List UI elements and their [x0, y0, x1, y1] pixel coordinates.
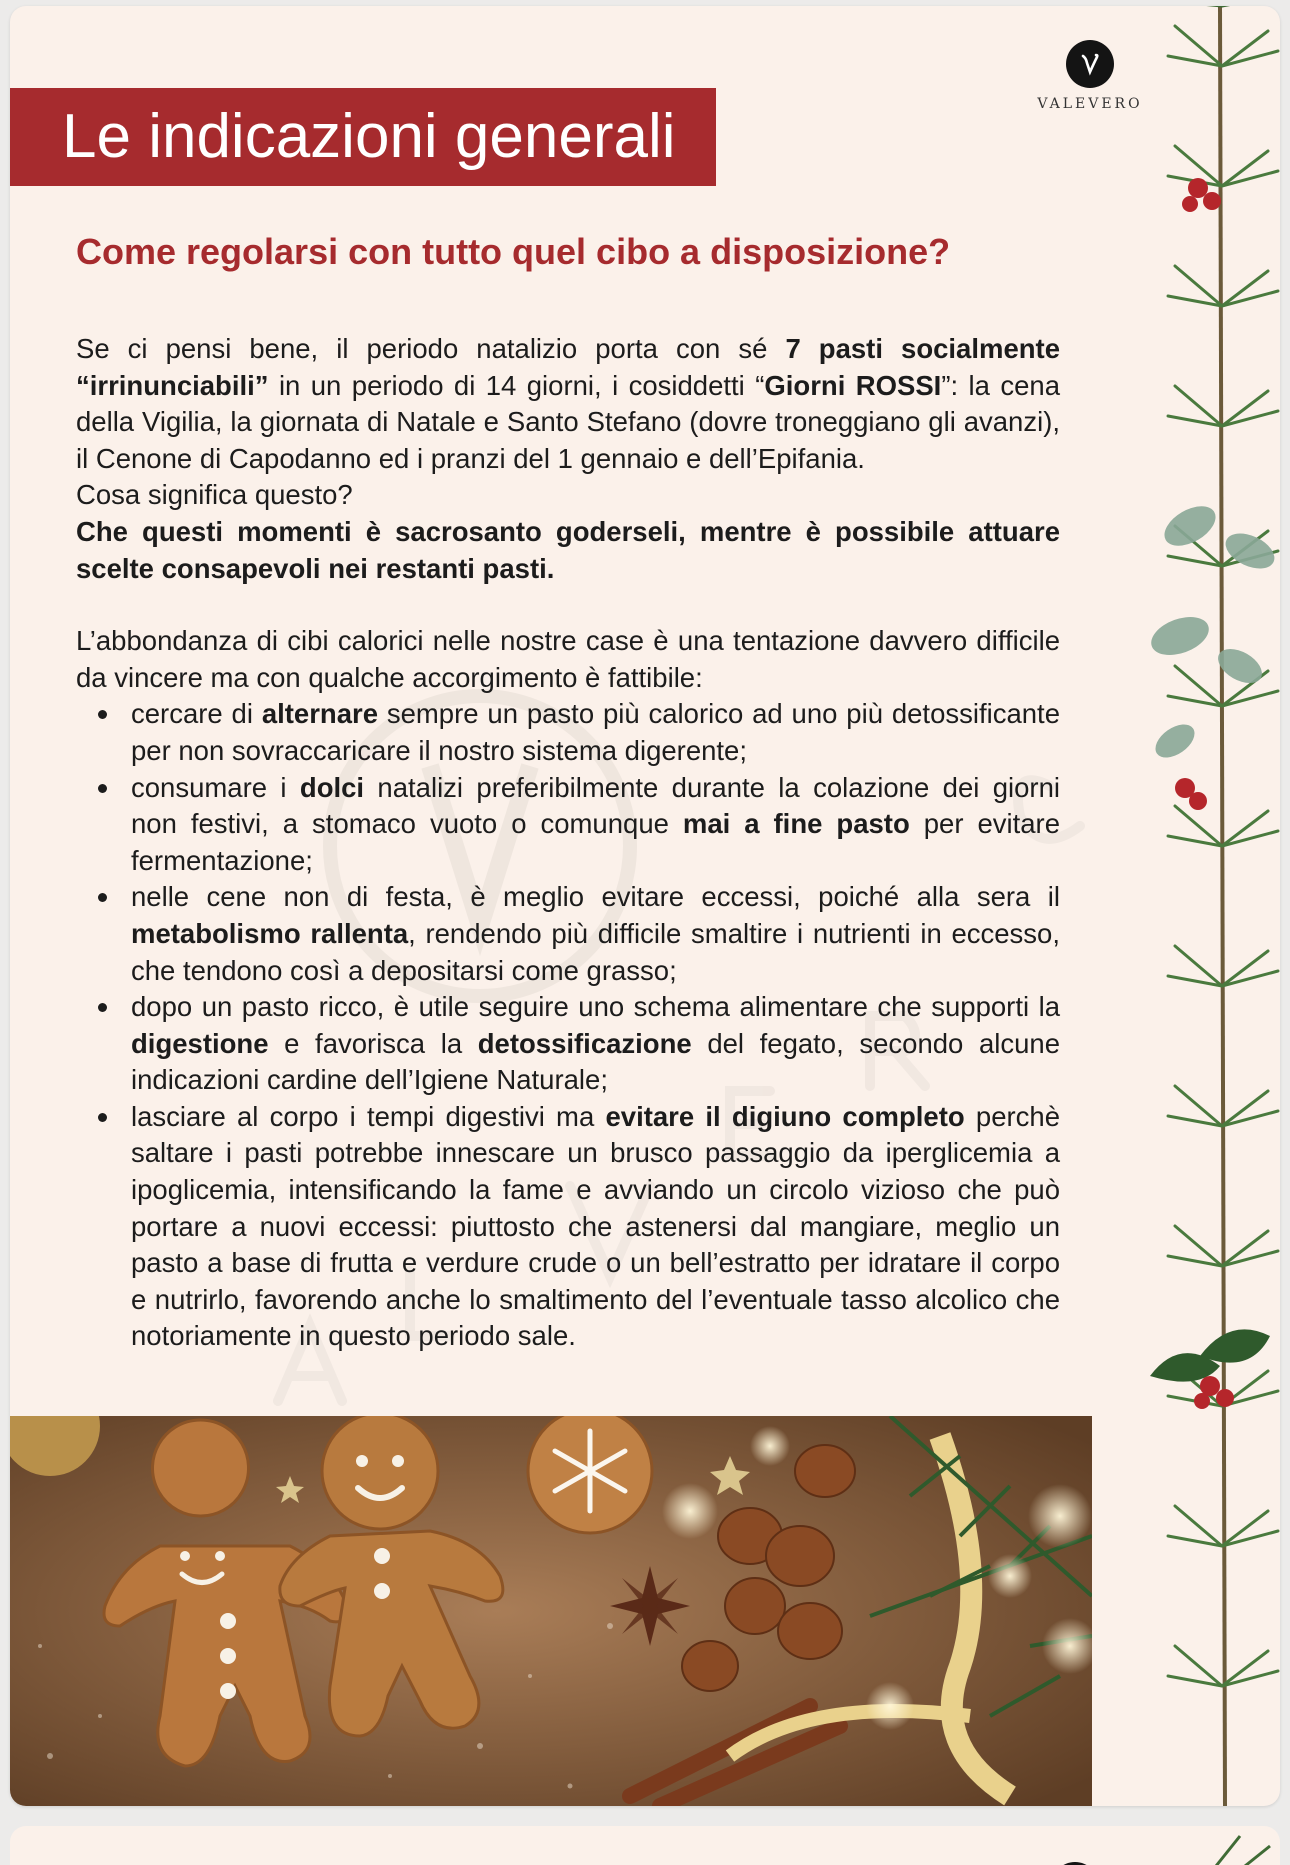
valevero-v-logo-icon [1066, 40, 1114, 88]
text-run: in un periodo di 14 giorni, i cosiddetti “ [268, 369, 765, 401]
bold-text: Giorni ROSSI [764, 369, 942, 401]
answer-line [76, 514, 1060, 587]
document-page [10, 6, 1280, 1806]
lead-paragraph: L’abbondanza di cibi calorici nelle nostre case è una tentazione davvero difficile da vincere ma con qualche accorgimento è fattibile: [76, 625, 1060, 693]
body-text [76, 331, 1060, 1355]
brand-name: VALEVERO [1037, 96, 1143, 112]
text-run: Se ci pensi bene, il periodo natalizio porta con sé [76, 333, 786, 364]
brand-logo [1030, 40, 1150, 120]
intro-paragraph [76, 331, 1060, 477]
gingerbread-christmas-photo [10, 1416, 1092, 1806]
text-run: ”: la cena della Vigilia, la giornata di Natale e Santo Stefano (dovre troneggiano gli avanzi), il Cenone di Capodanno ed i pranzi del 1 gennaio e dell’Epifania. [76, 369, 1060, 474]
list-item: dopo un pasto ricco, è utile seguire uno schema alimentare che supporti la digestione e favorisca la detossificazione del fegato, secondo alcune indicazioni cardine dell’Igiene Naturale; [76, 989, 1060, 1099]
page-title: Le indicazioni generali [62, 102, 676, 171]
tips-list [76, 696, 1060, 1355]
question-line: Cosa significa questo? [76, 479, 353, 511]
title-banner [10, 88, 716, 186]
pine-garland-decoration [1140, 6, 1280, 1806]
section-subtitle: Come regolarsi con tutto quel cibo a disposizione? [76, 231, 951, 272]
list-item: nelle cene non di festa, è meglio evitare eccessi, poiché alla sera il metabolismo rallenta, rendendo più difficile smaltire i nutrienti in eccesso, che tendono così a depositarsi come grasso; [76, 879, 1060, 989]
list-item: consumare i dolci natalizi preferibilmente durante la colazione dei giorni non festivi, a stomaco vuoto o comunque mai a fine pasto per evitare fermentazione; [76, 770, 1060, 880]
bold-text: Che questi momenti è sacrosanto goderseli, mentre è possibile attuare scelte consapevoli nei restanti pasti. [76, 515, 1060, 584]
list-item: lasciare al corpo i tempi digestivi ma evitare il digiuno completo perchè saltare i pasti potrebbe innescare un brusco passaggio da iperglicemia a ipoglicemia, intensificando la fame e avviando un circolo vizioso che può portare a nuovi eccessi: piuttosto che astenersi dal mangiare, meglio un pasto a base di frutta e verdure crude o un bell’estratto per idratare il corpo e nutrirlo, favorendo anche lo smaltimento del l’eventuale tasso alcolico che notoriamente in questo periodo sale. [76, 1099, 1060, 1355]
bold-text: 7 pasti socialmente “irrinunciabili” [76, 333, 1060, 401]
next-page-edge [10, 1826, 1280, 1865]
list-item: cercare di alternare sempre un pasto più calorico ad uno più detossificante per non sovraccaricare il nostro sistema digerente; [76, 696, 1060, 769]
